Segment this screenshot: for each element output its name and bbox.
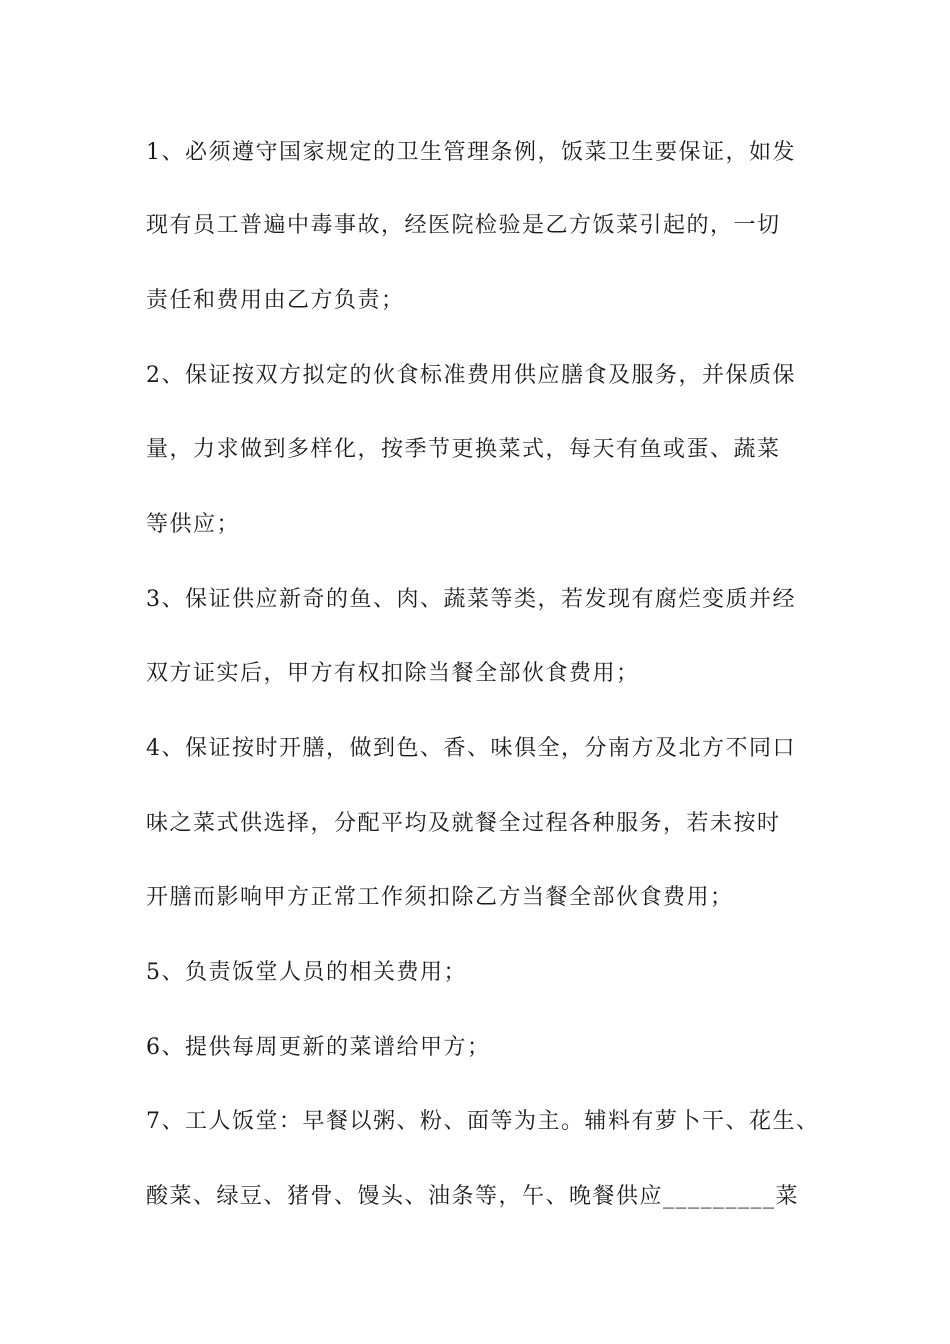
text-line: 现有员工普遍中毒事故，经医院检验是乙方饭菜引起的，一切 xyxy=(146,213,781,238)
text-line: 3、保证供应新奇的鱼、肉、蔬菜等类，若发现有腐烂变质并经 xyxy=(146,587,796,612)
text-line: 责任和费用由乙方负责； xyxy=(146,288,405,313)
text-line: 开膳而影响甲方正常工作须扣除乙方当餐全部伙食费用； xyxy=(146,885,734,910)
text-line: 7、工人饭堂：早餐以粥、粉、面等为主。辅料有萝卜干、花生、 xyxy=(146,1109,820,1134)
text-line: 双方证实后，甲方有权扣除当餐全部伙食费用； xyxy=(146,661,640,686)
text-line: 4、保证按时开膳，做到色、香、味俱全，分南方及北方不同口 xyxy=(146,736,796,761)
text-line: 6、提供每周更新的菜谱给甲方； xyxy=(146,1035,491,1060)
text-line: 酸菜、绿豆、猪骨、馒头、油条等，午、晚餐供应_________菜 xyxy=(146,1184,800,1209)
text-line: 2、保证按双方拟定的伙食标准费用供应膳食及服务，并保质保 xyxy=(146,363,796,388)
text-line: 1、必须遵守国家规定的卫生管理条例，饭菜卫生要保证，如发 xyxy=(146,140,796,165)
text-line: 量，力求做到多样化，按季节更换菜式，每天有鱼或蛋、蔬菜 xyxy=(146,437,781,462)
text-line: 味之菜式供选择，分配平均及就餐全过程各种服务，若未按时 xyxy=(146,811,781,836)
text-line: 5、负责饭堂人员的相关费用； xyxy=(146,960,467,985)
text-line: 等供应； xyxy=(146,512,241,537)
